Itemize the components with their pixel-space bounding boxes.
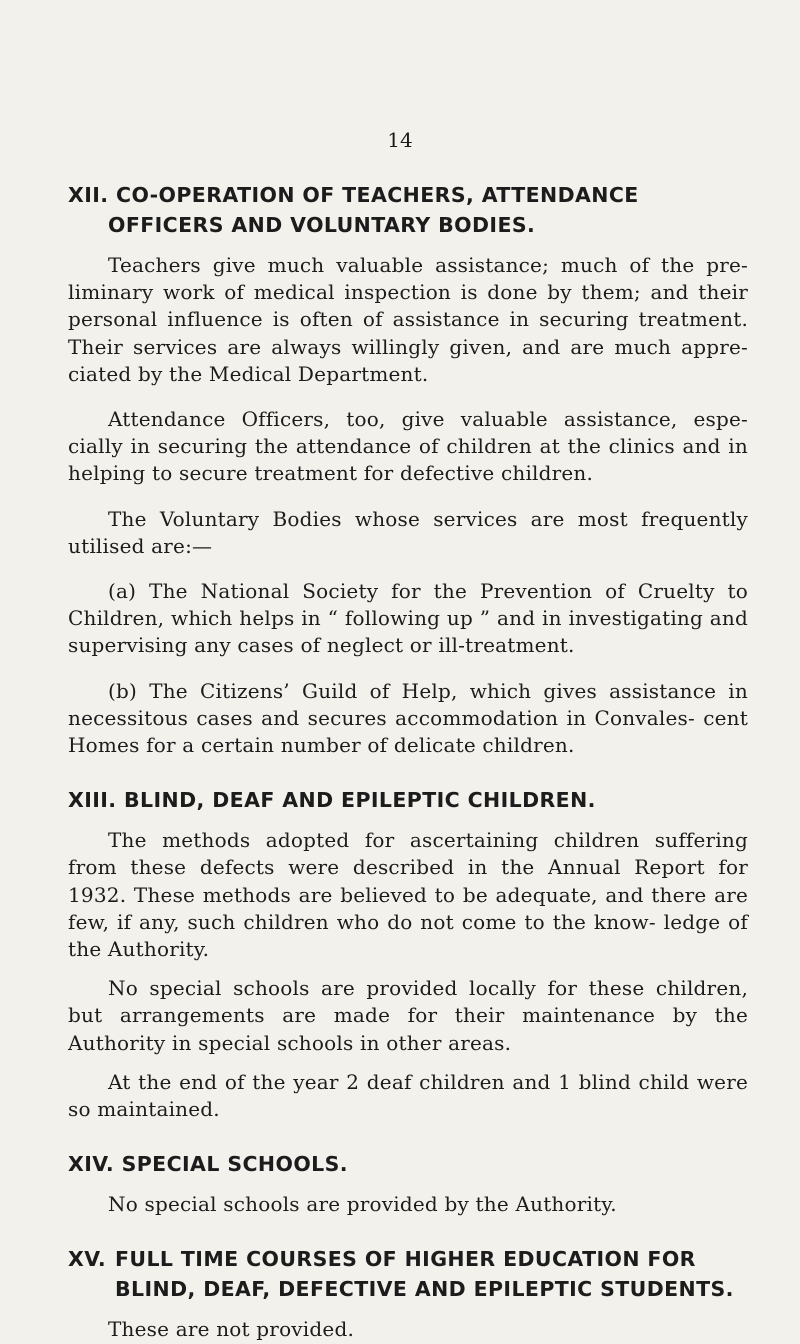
section-number: XIII. — [68, 788, 117, 813]
section-title-line-1: CO-OPERATION OF TEACHERS, ATTENDANCE — [116, 183, 639, 207]
paragraph-methods: The methods adopted for ascertaining children suffering from these defects were described in the Annual Report for 1932. These methods are believed to be adequate, and there are few, if any, such children who do not come to the know- ledge of the Authority. — [68, 828, 748, 962]
section-title: SPECIAL SCHOOLS. — [121, 1152, 348, 1177]
section-xiv-heading — [68, 1149, 748, 1179]
paragraph-voluntary-bodies: The Voluntary Bodies whose services are most frequently utilised are:— — [68, 506, 748, 558]
paragraph-end-of-year: At the end of the year 2 deaf children and 1 blind child were so maintained. — [68, 1069, 748, 1122]
page-number: 14 — [387, 128, 413, 152]
section-title: BLIND, DEAF AND EPILEPTIC CHILDREN. — [124, 788, 596, 813]
section-xii-heading — [68, 180, 748, 240]
section-xv-heading — [68, 1244, 748, 1304]
section-number: XIV. — [68, 1152, 115, 1177]
section-xiv — [68, 1149, 748, 1218]
list-item-a: (a) The National Society for the Prevention of Cruelty to Children, which helps in “ following up ” and in investigating and supervising any cases of neglect or ill-treatment. — [68, 579, 748, 658]
paragraph-attendance-officers: Attendance Officers, too, give valuable assistance, espe- cially in securing the attendance of children at the clinics and in helping to secure treatment for defective children. — [68, 407, 748, 486]
paragraph-teachers: Teachers give much valuable assistance; much of the pre- liminary work of medical inspection is done by them; and their personal influence is often of assistance in securing treatment. Their services are always willingly given, and are much appre- ciated by the Medical Department. — [68, 253, 748, 386]
section-xiii — [68, 785, 748, 1123]
section-title: FULL TIME COURSES OF HIGHER EDUCATION FOR BLIND, DEAF, DEFECTIVE AND EPILEPTIC STUDENTS. — [115, 1247, 734, 1302]
section-xii — [68, 180, 748, 759]
paragraph-not-provided: These are not provided. — [108, 1317, 355, 1342]
list-item-b: (b) The Citizens’ Guild of Help, which gives assistance in necessitous cases and secures accommodation in Convales- cent Homes for a certain number of delicate children. — [68, 678, 748, 758]
section-title-line-2: OFFICERS AND VOLUNTARY BODIES. — [108, 213, 536, 237]
section-xv — [68, 1244, 748, 1343]
document-body — [68, 180, 748, 1344]
section-number: XV. — [68, 1247, 107, 1272]
section-number: XII. — [68, 183, 109, 207]
paragraph-no-special-schools-locally: No special schools are provided locally for these children, but arrangements are made for their maintenance by the Authority in special schools in other areas. — [68, 976, 748, 1055]
section-xiii-heading — [68, 785, 748, 815]
paragraph-special-schools: No special schools are provided by the Authority. — [108, 1192, 617, 1217]
